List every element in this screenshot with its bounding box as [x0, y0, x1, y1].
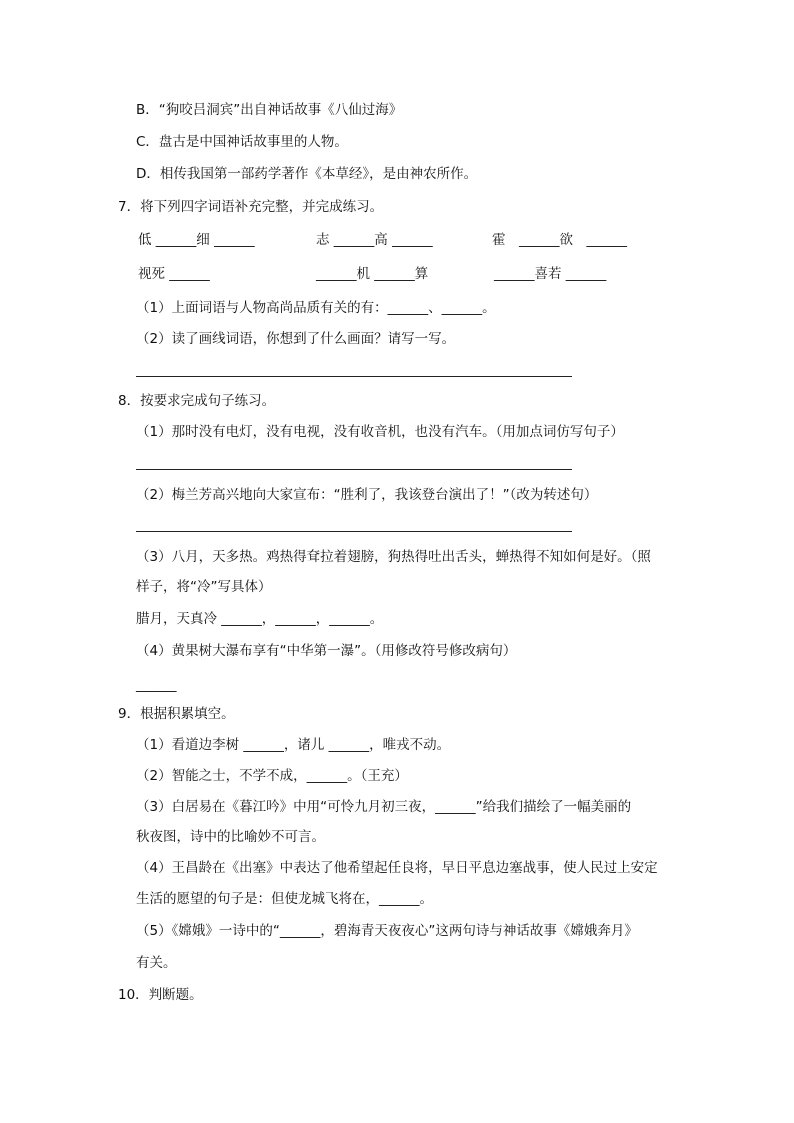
q8-sub4: （4）黄果树大瀑布享有“中华第一瀑”。（用修改符号修改病句）	[136, 643, 517, 659]
q9-sub3-line2: 秋夜图，诗中的比喻妙不可言。	[136, 829, 325, 845]
q7-idiom-1: 低 ______细 ______	[138, 232, 255, 248]
q9-sub4-line2: 生活的愿望的句子是：但使龙城飞将在，______。	[136, 891, 433, 907]
q7-sub1: （1）上面词语与人物高尚品质有关的有：______、______。	[136, 300, 496, 316]
q8-sub3-line1: （3）八月，天多热。鸡热得耷拉着翅膀，狗热得吐出舌头，蝉热得不知如何是好。（照	[136, 549, 651, 565]
q6-option-c: C．盘古是中国神话故事里的人物。	[136, 134, 348, 150]
q10-title: 10．判断题。	[118, 987, 203, 1003]
q7-idiom-4: 视死 ______	[138, 266, 210, 282]
q7-idiom-2: 志 ______高 ______	[316, 232, 433, 248]
q7-sub2: （2）读了画线词语，你想到了什么画面？请写一写。	[136, 331, 456, 347]
q9-title: 9．根据积累填空。	[118, 706, 235, 722]
q8-sub1-answer-line[interactable]	[136, 469, 572, 470]
q7-idiom-6: ______喜若 ______	[494, 266, 607, 282]
q8-sub1: （1）那时没有电灯，没有电视，没有收音机，也没有汽车。（用加点词仿写句子）	[136, 424, 624, 440]
q8-sub2: （2）梅兰芳高兴地向大家宣布：“胜利了，我该登台演出了！”（改为转述句）	[136, 487, 598, 503]
q8-title: 8．按要求完成句子练习。	[118, 393, 276, 409]
q9-sub5-line2: 有关。	[136, 955, 177, 971]
q9-sub5-line1: （5）《嫦娥》一诗中的“______，碧海青天夜夜心”这两句诗与神话故事《嫦娥奔月》	[136, 923, 638, 939]
q7-title: 7．将下列四字词语补充完整，并完成练习。	[118, 199, 384, 215]
q8-sub2-answer-line[interactable]	[136, 531, 572, 532]
q8-sub4-answer: ______	[136, 677, 177, 693]
q9-sub1: （1）看道边李树 ______，诸儿 ______，唯戎不动。	[136, 737, 451, 753]
q7-answer-line[interactable]	[136, 376, 572, 377]
q8-sub3-line2: 样子，将“冷”写具体）	[136, 579, 272, 595]
q6-option-d: D．相传我国第一部药学著作《本草经》，是由神农所作。	[136, 166, 478, 182]
q6-option-b: B．“狗咬吕洞宾”出自神话故事《八仙过海》	[136, 102, 403, 118]
q9-sub2: （2）智能之士，不学不成，______。（王充）	[136, 768, 408, 784]
q7-idiom-5: ______机 ______算	[316, 266, 429, 282]
q9-sub4-line1: （4）王昌龄在《出塞》中表达了他希望起任良将，早日平息边塞战事，使人民过上安定	[136, 860, 658, 876]
q9-sub3-line1: （3）白居易在《暮江吟》中用“可怜九月初三夜，______”给我们描绘了一幅美丽的	[136, 799, 632, 815]
q7-idiom-3: 霍 ______欲 ______	[492, 232, 627, 248]
q8-sub3-answer: 腊月，天真冷 ______，______，______。	[136, 611, 384, 627]
